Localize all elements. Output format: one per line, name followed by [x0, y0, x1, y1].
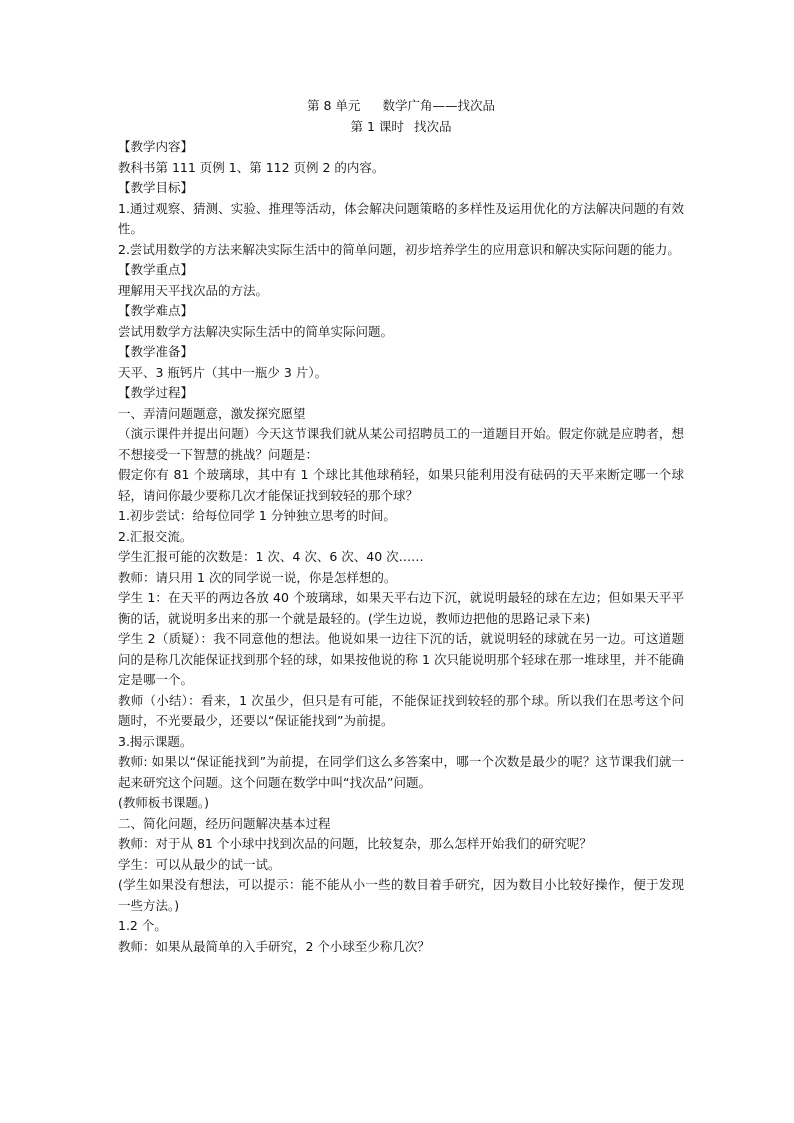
- key-points-heading: 【教学重点】: [118, 262, 194, 277]
- document-page: [118, 96, 684, 957]
- process-paragraph: 3.揭示课题。: [118, 733, 193, 749]
- process-paragraph: 1.2 个。: [118, 918, 167, 933]
- lesson-number: 第 1 课时: [350, 118, 404, 134]
- process-paragraph: 教师：如果从最简单的入手研究，2 个小球至少称几次？: [118, 938, 430, 954]
- process-paragraph: 学生 2（质疑）：我不同意他的想法。他说如果一边往下沉的话，就说明轻的球就在另一边。可这道题问的是称几次能保证找到那个轻的球，如果按他说的称 1 次只能说明那个轻球在那一堆球里，并不能确定是哪一个。: [118, 631, 684, 687]
- process-paragraph: 2.汇报交流。: [118, 528, 193, 544]
- process-paragraph: （演示课件并提出问题）今天这节课我们就从某公司招聘员工的一道题目开始。假定你就是应聘者，想不想接受一下智慧的挑战？问题是：: [118, 426, 684, 462]
- goal-item-2: 2.尝试用数学的方法来解决实际生活中的简单问题，初步培养学生的应用意识和解决实际问题的能力。: [118, 241, 680, 257]
- unit-title: [118, 96, 684, 117]
- goals-heading: 【教学目标】: [118, 180, 194, 195]
- process-paragraph: 教师：请只用 1 次的同学说一说，你是怎样想的。: [118, 569, 397, 585]
- unit-topic: 数学广角——找次品: [382, 98, 495, 113]
- process-paragraph: 学生 1：在天平的两边各放 40 个玻璃球，如果天平右边下沉，就说明最轻的球在左边；但如果天平平衡的话，就说明多出来的那一个就是最轻的。(学生边说，教师边把他的思路记录下来): [118, 590, 684, 626]
- process-paragraph: 学生汇报可能的次数是：1 次、4 次、6 次、40 次……: [118, 549, 424, 564]
- process-paragraph: 二、简化问题，经历问题解决基本过程: [118, 815, 331, 831]
- difficulty-heading: 【教学难点】: [118, 303, 194, 318]
- key-points-text: 理解用天平找次品的方法。: [118, 282, 269, 298]
- process-paragraph: 学生：可以从最少的试一试。: [118, 856, 281, 872]
- process-paragraph: 教师：对于从 81 个小球中找到次品的问题，比较复杂，那么怎样开始我们的研究呢？: [118, 836, 592, 851]
- difficulty-text: 尝试用数学方法解决实际生活中的简单实际问题。: [118, 323, 394, 339]
- process-paragraph: (学生如果没有想法，可以提示：能不能从小一些的数目着手研究，因为数目小比较好操作，便于发现一些方法。): [118, 877, 684, 913]
- preparation-text: 天平、3 瓶钙片（其中一瓶少 3 片）。: [118, 364, 328, 380]
- process-paragraph: 1.初步尝试：给每位同学 1 分钟独立思考的时间。: [118, 508, 396, 523]
- process-heading: 【教学过程】: [118, 385, 194, 400]
- preparation-heading: 【教学准备】: [118, 344, 194, 359]
- goal-item-1: 1.通过观察、猜测、实验、推理等活动，体会解决问题策略的多样性及运用优化的方法解决问题的有效性。: [118, 200, 684, 236]
- lesson-title: [118, 117, 684, 138]
- process-paragraph: 教师（小结）：看来，1 次虽少，但只是有可能，不能保证找到较轻的那个球。所以我们在思考这个问题时，不光要最少，还要以“保证能找到”为前提。: [118, 692, 684, 728]
- process-paragraph: 教师: 如果以“保证能找到”为前提，在同学们这么多答案中，哪一个次数是最少的呢？这节课我们就一起来研究这个问题。这个问题在数学中叫“找次品”问题。: [118, 754, 684, 790]
- lesson-topic: 找次品: [413, 118, 452, 134]
- unit-number: 第 8 单元: [307, 98, 361, 113]
- process-paragraph: (教师板书课题。): [118, 795, 210, 810]
- content-heading: 【教学内容】: [118, 139, 194, 154]
- content-text: 教科书第 111 页例 1、第 112 页例 2 的内容。: [118, 159, 385, 175]
- process-paragraph: 假定你有 81 个玻璃球，其中有 1 个球比其他球稍轻，如果只能利用没有砝码的天平来断定哪一个球轻，请问你最少要称几次才能保证找到较轻的那个球？: [118, 467, 684, 503]
- process-paragraph: 一、弄清问题题意，激发探究愿望: [118, 405, 306, 421]
